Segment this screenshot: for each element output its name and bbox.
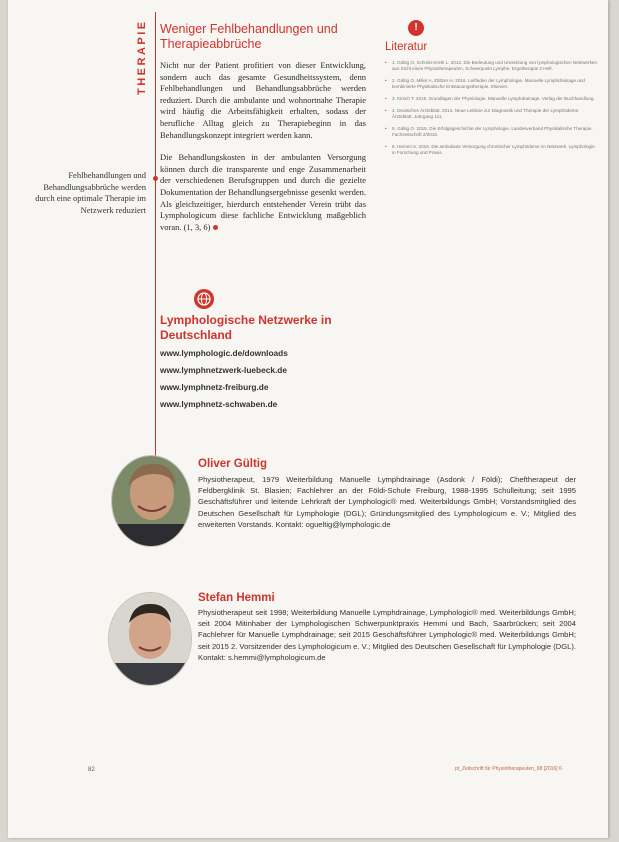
network-title: Lymphologische Netzwerke in Deutschland: [160, 313, 332, 342]
literature-item: • 1. Gültig O, Schmitt-Kreth L. 2012. Die Bedeutung und Umsetzung von lymphologischen Netzwerken aus Sicht eines Physiotherapeuten, Schwerpunkt Lymphe. Ergotherapie 2 Heft.: [385, 60, 598, 73]
publication-footer: pt_Zeitschrift für Physiotherapeuten_68 [2016] 6: [455, 766, 562, 772]
literature-list: [385, 60, 598, 162]
literature-item: • 2. Gültig O, Miller A, Zöltzer H. 2016. Leitfaden der Lymphologie. Manuelle Lymphdrainage und kombinierte Physikalische Entstauungstherapie. Elsevier.: [385, 78, 598, 91]
author-bio: Physiotherapeut seit 1998; Weiterbildung Manuelle Lymphdrainage, Lymphologic® med. Weiterbildungs GmbH; seit 2004 Mitinhaber der Lymphologischen Schwerpunktpraxis Hemmi und Bach, Saarbrücken; seit 2004 Fachlehrer für Manuelle Lymphdrainage; seit 2015 Geschäftsführer Lymphologic® med. Weiterbildungs GmbH; seit 2015 2. Vorsitzender des Lymphologicum e. V.; Mitglied des Deutschen Gesellschaft für Lymphologie (DGL). Kontakt: s.hemmi@lymphologicum.de: [198, 608, 576, 662]
author-photo-oliver: [111, 455, 191, 547]
literature-item: • 6. Hemmi S. 2016. Die ambulante Versorgung chronischer Lymphödeme im Netzwerk. Lymphologie in Forschung und Praxis.: [385, 144, 598, 157]
literature-item: • 4. Deutsches Ärzteblatt. 2014. Neue Leitlinie zur Diagnostik und Therapie der Lymphödeme. Ärzteblatt, Jahrgang 111.: [385, 108, 598, 121]
article-heading: Weniger Fehlbehandlungen und Therapieabbrüche: [160, 22, 338, 51]
network-link[interactable]: www.lymphnetz-freiburg.de: [160, 382, 269, 392]
margin-pull-quote: Fehlbehandlungen und Behandlungsabbrüche werden durch eine optimale Therapie im Netzwerk reduziert: [35, 170, 146, 215]
end-of-article-marker: [213, 225, 218, 230]
globe-icon: [194, 289, 214, 309]
network-link-list: [160, 345, 288, 413]
article-paragraph-2-text: Die Behandlungskosten in der ambulanten Versorgung können durch die transparente und enge Zusammenarbeit der verschiedenen Berufsgruppen und durch die gezielte Dokumentation der Behandlungsergebnisse gesenkt werden. Als gleichzeitiger, hierdurch entstehender Verein trübt das Lymphologicum diese fachliche Entwicklung maßgeblich voran. (1, 3, 6): [160, 152, 366, 232]
literature-item: • 3. Kirsch T. 2015. Grundlagen der Physiologie. Manuelle Lymphdrainage. Verlag der Buchhandlung.: [385, 96, 598, 102]
article-body: [160, 60, 366, 233]
network-link[interactable]: www.lymphologic.de/downloads: [160, 348, 288, 358]
literature-title: Literatur: [385, 41, 428, 53]
literature-item: • 5. Gültig O. 2015. Die Erfolgsgeschichte der Lymphologie. Landesverband Physikalische Therapie. Fachzeitschrift 2/2015.: [385, 126, 598, 139]
author-bio: Physiotherapeut, 1979 Weiterbildung Manuelle Lymphdrainage (Asdonk / Földi); Cheftherapeut der Feldbergklinik St. Blasien; Fachlehrer an der Földi-Schule Freiburg, 1988-1995 Schulleitung; seit 1995 Geschäftsführer und leitende Lehrkraft der Lymphologic® med. Weiterbildungs GmbH; Vorstandsmitglied des Deutschen Gesellschaft für Lymphologie (DGL); Gründungsmitglied des Lymphologicum e. V.; Mitglied des erweiterten Vorstands. Kontakt: ogueltig@lymphologic.de: [198, 475, 576, 529]
section-rule: [155, 12, 156, 480]
network-link[interactable]: www.lymphnetz-schwaben.de: [160, 399, 278, 409]
author-photo-stefan: [108, 592, 192, 686]
network-link[interactable]: www.lymphnetzwerk-luebeck.de: [160, 365, 287, 375]
info-icon: !: [408, 20, 424, 36]
article-paragraph-2: [160, 152, 366, 233]
page-number: 82: [88, 767, 95, 773]
author-name: Oliver Gültig: [198, 458, 268, 470]
magazine-page: [8, 0, 608, 838]
section-tag: THERAPIE: [136, 19, 148, 95]
article-paragraph-1: Nicht nur der Patient profitiert von dieser Entwicklung, sondern auch das gesamte Gesundheitssystem, denn Fehlbehandlungen und Behandlungsabbrüche werden reduziert. Durch die ambulante und wohnortnahe Therapie wird häufig die Arbeitsfähigkeit erhalten, sodass der berufliche Alltag gleich zu Therapiebeginn in das Behandlungskonzept integriert werden kann.: [160, 60, 366, 140]
author-name: Stefan Hemmi: [198, 592, 275, 604]
paragraph-bullet-marker: [153, 176, 158, 181]
article-column: [160, 22, 366, 244]
